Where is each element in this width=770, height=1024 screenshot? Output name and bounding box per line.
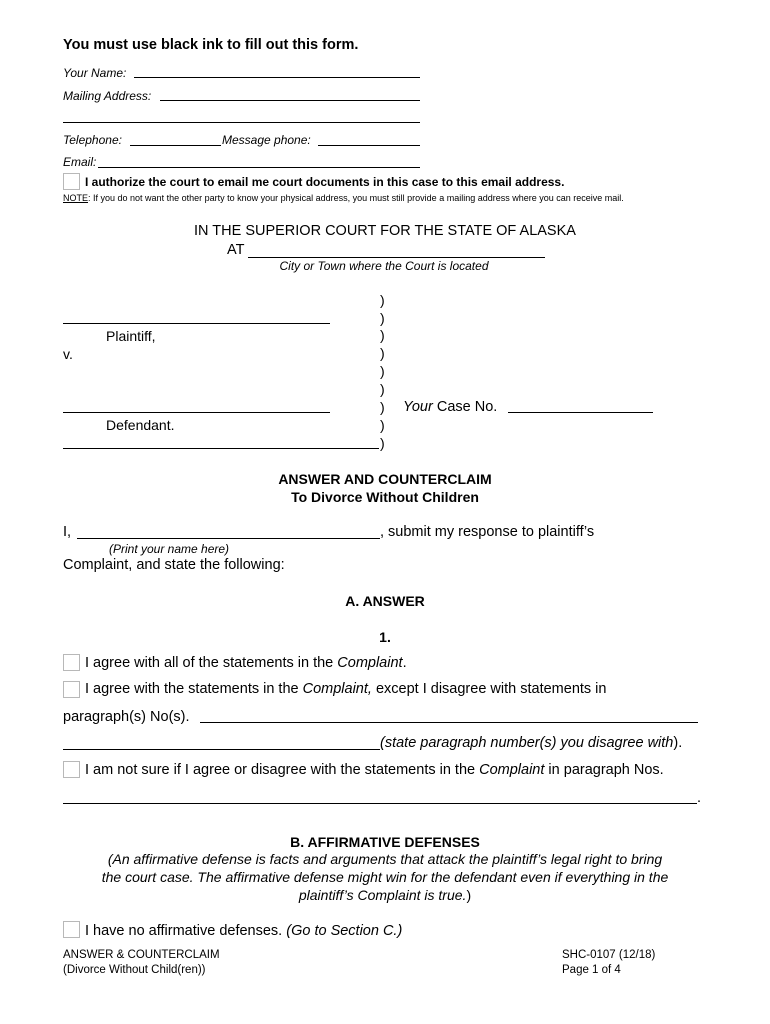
section-a-number: 1. — [379, 629, 391, 645]
no-affirmative-defenses-checkbox[interactable] — [63, 921, 80, 938]
agree-except-text: I agree with the statements in the — [85, 681, 303, 697]
case-number-prefix: Your — [403, 399, 433, 415]
caption-paren-7: ) — [380, 399, 385, 415]
telephone-field[interactable] — [130, 145, 221, 146]
email-label: Email: — [63, 155, 97, 169]
intro-submit-text: , submit my response to plaintiff’s — [380, 524, 595, 540]
defendant-label: Defendant. — [106, 417, 175, 433]
agree-except-label — [85, 681, 606, 697]
agree-all-complaint: Complaint — [337, 655, 403, 671]
caption-paren-5: ) — [380, 363, 385, 379]
no-affirmative-defenses-text: I have no affirmative defenses. — [85, 923, 287, 939]
section-b-heading: B. AFFIRMATIVE DEFENSES — [290, 834, 480, 850]
go-to-section-c: (Go to Section C.) — [286, 923, 403, 939]
state-paragraph-text: (state paragraph number(s) you disagree with — [380, 735, 674, 751]
not-sure-tail: in paragraph Nos. — [544, 762, 664, 778]
paragraph-numbers-label: paragraph(s) No(s). — [63, 709, 190, 725]
not-sure-period: . — [697, 790, 702, 806]
note-line — [63, 193, 624, 203]
not-sure-label — [85, 762, 664, 778]
case-number-label — [403, 399, 497, 415]
ink-notice: You must use black ink to fill out this form. — [63, 37, 359, 53]
defendant-name-field[interactable] — [63, 412, 330, 413]
note-label: NOTE — [63, 193, 89, 203]
email-field[interactable] — [98, 167, 420, 168]
agree-except-tail: except I disagree with statements in — [371, 681, 607, 697]
intro-complaint-text: Complaint, and state the following: — [63, 557, 285, 573]
document-title: ANSWER AND COUNTERCLAIM — [278, 471, 492, 487]
respondent-name-field[interactable] — [77, 538, 380, 539]
section-b-desc-3-end: ) — [466, 887, 472, 903]
court-city-field[interactable] — [248, 257, 545, 258]
not-sure-paragraph-field[interactable] — [63, 803, 697, 804]
agree-all-label — [85, 655, 407, 671]
caption-paren-8: ) — [380, 417, 385, 433]
caption-paren-2: ) — [380, 310, 385, 326]
no-affirmative-defenses-label — [85, 923, 402, 939]
print-name-hint: (Print your name here) — [109, 542, 230, 556]
section-b-desc-3-text: plaintiff’s Complaint is true. — [298, 887, 467, 903]
section-b-desc-3 — [0, 887, 770, 903]
mailing-address-field-line2[interactable] — [63, 122, 420, 123]
authorize-email-label: I authorize the court to email me court documents in this case to this email address. — [85, 175, 565, 189]
court-title: IN THE SUPERIOR COURT FOR THE STATE OF ALASKA — [194, 223, 576, 239]
mailing-address-field[interactable] — [160, 100, 420, 101]
footer-form-title: ANSWER & COUNTERCLAIM — [63, 949, 220, 961]
your-name-label: Your Name: — [63, 66, 127, 80]
court-city-caption: City or Town where the Court is located — [279, 259, 489, 273]
plaintiff-label: Plaintiff, — [106, 328, 156, 344]
telephone-label: Telephone: — [63, 133, 122, 147]
agree-all-text: I agree with all of the statements in the — [85, 655, 338, 671]
message-phone-field[interactable] — [318, 145, 420, 146]
not-sure-complaint: Complaint — [479, 762, 545, 778]
court-at-label: AT — [227, 242, 245, 258]
document-subtitle: To Divorce Without Children — [291, 489, 479, 505]
case-number-text: Case No. — [436, 399, 498, 415]
agree-except-checkbox[interactable] — [63, 681, 80, 698]
case-number-field[interactable] — [508, 412, 653, 413]
paragraph-numbers-field-line2[interactable] — [63, 749, 380, 750]
note-text: : If you do not want the other party to know your physical address, you must still provide a mailing address where you can receive mail. — [88, 193, 624, 203]
plaintiff-name-field[interactable] — [63, 323, 330, 324]
caption-paren-9: ) — [380, 435, 385, 451]
not-sure-checkbox[interactable] — [63, 761, 80, 778]
caption-paren-4: ) — [380, 345, 385, 361]
defendant-name-field-line2[interactable] — [63, 448, 379, 449]
versus-label: v. — [63, 346, 73, 362]
message-phone-label: Message phone: — [222, 133, 311, 147]
section-b-desc-2: the court case. The affirmative defense might win for the defendant even if everything in the — [101, 869, 669, 885]
caption-paren-3: ) — [380, 327, 385, 343]
state-paragraph-hint — [380, 735, 682, 751]
section-a-heading: A. ANSWER — [345, 593, 425, 609]
agree-all-period: . — [402, 655, 407, 671]
section-b-desc-1: (An affirmative defense is facts and arguments that attack the plaintiff’s legal right to bring — [107, 851, 663, 867]
footer-form-number: SHC-0107 (12/18) — [562, 949, 656, 961]
mailing-address-label: Mailing Address: — [63, 89, 152, 103]
caption-paren-1: ) — [380, 292, 385, 308]
caption-paren-6: ) — [380, 381, 385, 397]
state-paragraph-end: ). — [673, 735, 683, 751]
footer-page-number: Page 1 of 4 — [562, 964, 621, 976]
your-name-field[interactable] — [134, 77, 420, 78]
footer-form-subtitle: (Divorce Without Child(ren)) — [63, 964, 206, 976]
agree-all-checkbox[interactable] — [63, 654, 80, 671]
paragraph-numbers-field[interactable] — [200, 722, 698, 723]
agree-except-complaint: Complaint, — [302, 681, 372, 697]
authorize-email-checkbox[interactable] — [63, 173, 80, 190]
intro-i-label: I, — [63, 524, 72, 540]
not-sure-text: I am not sure if I agree or disagree with the statements in the — [85, 762, 480, 778]
